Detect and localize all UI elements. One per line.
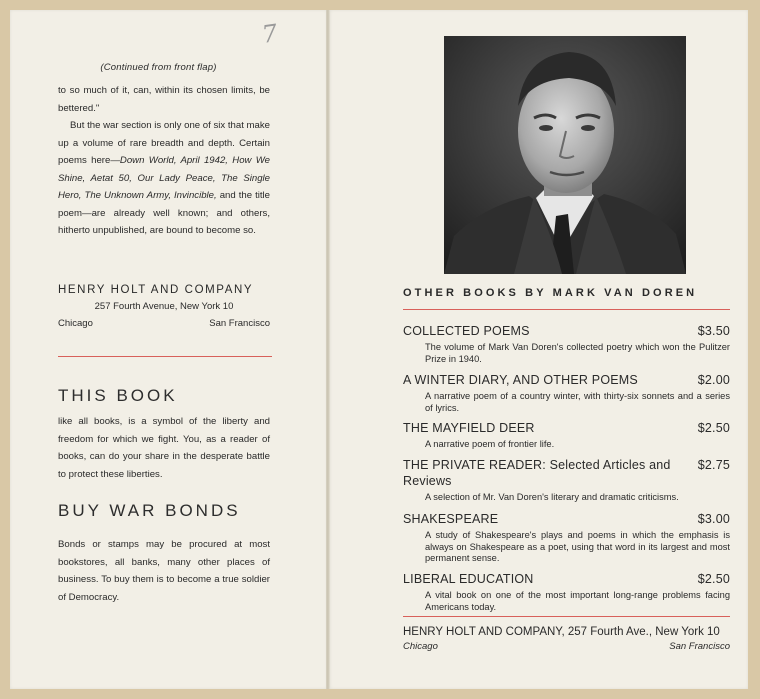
- book-entry: [403, 372, 730, 414]
- pencil-mark: 7: [260, 19, 280, 49]
- publisher-address: 257 Fourth Avenue, New York 10: [94, 301, 234, 312]
- other-books-heading: OTHER BOOKS BY MARK VAN DOREN: [403, 287, 698, 299]
- left-red-rule: [58, 356, 272, 357]
- flap-copy: [58, 82, 270, 240]
- book-description: A selection of Mr. Van Doren's literary and dramatic criticisms.: [425, 492, 679, 502]
- book-description: A narrative poem of frontier life.: [425, 439, 555, 449]
- book-title: LIBERAL EDUCATION: [403, 572, 534, 586]
- book-price: $2.00: [697, 373, 730, 387]
- footer-cities: [403, 641, 730, 652]
- footer-publisher: HENRY HOLT AND COMPANY, 257 Fourth Ave., New York 10: [403, 626, 720, 638]
- book-entry: [403, 571, 730, 613]
- flap-p2-poem-titles: Down World, April 1942, How We Shine, Aetat 50, Our Lady Peace, The Single Hero, The Unknown Army, Invincible,: [58, 155, 271, 201]
- right-red-rule-bottom: [403, 616, 730, 617]
- footer-city-san-francisco: San Francisco: [669, 641, 730, 652]
- book-entry: [403, 323, 730, 365]
- publisher-cities: [58, 318, 270, 329]
- author-portrait-drawing: [444, 36, 686, 274]
- book-title: A WINTER DIARY, AND OTHER POEMS: [403, 373, 638, 387]
- war-bonds-heading: BUY WAR BONDS: [58, 501, 241, 520]
- flap-paragraph-1: to so much of it, can, within its chosen limits, be bettered.": [58, 85, 270, 114]
- book-price: $3.00: [697, 512, 730, 526]
- book-description: A narrative poem of a country winter, with thirty-six sonnets and a series of lyrics.: [425, 391, 730, 413]
- continued-note: (Continued from front flap): [100, 62, 217, 73]
- book-price: $3.50: [697, 324, 730, 338]
- flap-p2-part-b: and the title poem—are already well known; and others, hitherto unpublished, are bound to become so.: [58, 190, 270, 236]
- footer-city-chicago: Chicago: [403, 641, 438, 652]
- right-red-rule-top: [403, 309, 730, 310]
- book-description: The volume of Mark Van Doren's collected poetry which won the Pulitzer Prize in 1940.: [425, 342, 730, 364]
- publisher-block: [58, 284, 270, 329]
- book-entry: [403, 420, 730, 451]
- book-price: $2.75: [697, 458, 730, 472]
- this-book-text: like all books, is a symbol of the liberty and freedom for which we fight. You, as a reader of books, can do your share in the desperate battle to protect these liberties.: [58, 416, 270, 480]
- book-entry: [403, 457, 730, 504]
- book-entry: [403, 511, 730, 565]
- author-portrait: [444, 36, 686, 274]
- flap-p2-part-a: But the war section is only one of six that make up a volume of rare breadth and depth. Certain poems here—: [58, 120, 270, 166]
- city-san-francisco: San Francisco: [209, 318, 270, 329]
- flap-paragraph-2: [58, 117, 270, 240]
- book-price: $2.50: [697, 421, 730, 435]
- book-title: THE PRIVATE READER: Selected Articles and Reviews: [403, 458, 671, 488]
- city-chicago: Chicago: [58, 318, 93, 329]
- book-title: COLLECTED POEMS: [403, 324, 530, 338]
- book-price: $2.50: [697, 572, 730, 586]
- book-description: A study of Shakespeare's plays and poems in which the emphasis is always on Shakespeare as a poet, using that word in its largest and most permanent sense.: [425, 530, 730, 563]
- book-description: A vital book on one of the most important long-range problems facing Americans today.: [425, 590, 730, 612]
- war-bonds-text: Bonds or stamps may be procured at most bookstores, all banks, many other places of business. To buy them is to become a true soldier of Democracy.: [58, 539, 270, 603]
- book-title: THE MAYFIELD DEER: [403, 421, 535, 435]
- this-book-heading: THIS BOOK: [58, 386, 178, 405]
- publisher-name: HENRY HOLT AND COMPANY: [58, 284, 254, 296]
- right-footer: [403, 626, 730, 652]
- book-title: SHAKESPEARE: [403, 512, 499, 526]
